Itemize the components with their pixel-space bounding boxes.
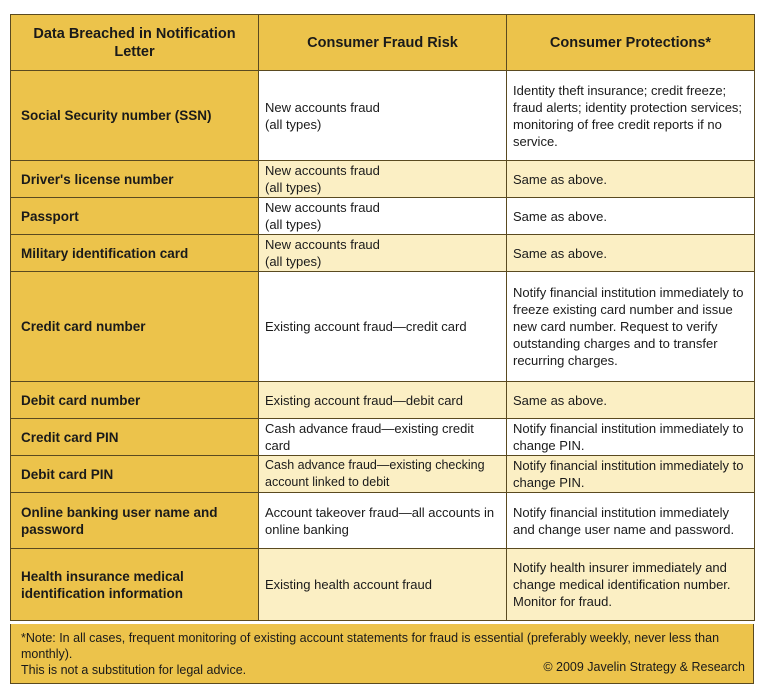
- footnote: [10, 624, 754, 684]
- header-data-breached: Data Breached in Notification Letter: [11, 15, 259, 71]
- fraud-risk-cell: New accounts fraud (all types): [259, 198, 507, 235]
- table-row: [11, 198, 755, 235]
- protection-cell: Notify health insurer immediately and change medical identification number. Monitor for fraud.: [507, 549, 755, 621]
- protection-cell: Notify financial institution immediately to freeze existing card number and issue new card number. Request to verify outstanding charges and to transfer recurring charges.: [507, 272, 755, 382]
- table-row: [11, 549, 755, 621]
- fraud-risk-cell: New accounts fraud (all types): [259, 71, 507, 161]
- fraud-risk-cell: Existing health account fraud: [259, 549, 507, 621]
- table-row: [11, 456, 755, 493]
- legal-disclaimer: This is not a substitution for legal advice.: [21, 663, 247, 677]
- data-breached-cell: Health insurance medical identification information: [11, 549, 259, 621]
- fraud-risk-cell: Account takeover fraud—all accounts in online banking: [259, 493, 507, 549]
- protection-cell: Same as above.: [507, 198, 755, 235]
- data-breached-cell: Social Security number (SSN): [11, 71, 259, 161]
- table-row: [11, 493, 755, 549]
- table-row: [11, 382, 755, 419]
- header-consumer-protections: Consumer Protections*: [507, 15, 755, 71]
- protection-cell: Notify financial institution immediately to change PIN.: [507, 419, 755, 456]
- protection-cell: Identity theft insurance; credit freeze; fraud alerts; identity protection services; monitoring of free credit reports if no service.: [507, 71, 755, 161]
- data-breached-cell: Debit card number: [11, 382, 259, 419]
- protection-cell: Same as above.: [507, 161, 755, 198]
- fraud-risk-cell: Cash advance fraud—existing checking account linked to debit: [259, 456, 507, 493]
- footnote-text: *Note: In all cases, frequent monitoring of existing account statements for fraud is essential (preferably weekly, never less than monthly).: [21, 631, 720, 661]
- table-row: [11, 235, 755, 272]
- protection-cell: Same as above.: [507, 235, 755, 272]
- fraud-risk-cell: Existing account fraud—debit card: [259, 382, 507, 419]
- table-row: [11, 272, 755, 382]
- data-breached-cell: Military identification card: [11, 235, 259, 272]
- protection-cell: Same as above.: [507, 382, 755, 419]
- table-row: [11, 419, 755, 456]
- fraud-risk-cell: New accounts fraud (all types): [259, 235, 507, 272]
- data-breached-cell: Driver's license number: [11, 161, 259, 198]
- data-breached-cell: Credit card PIN: [11, 419, 259, 456]
- protection-cell: Notify financial institution immediately and change user name and password.: [507, 493, 755, 549]
- data-breached-cell: Online banking user name and password: [11, 493, 259, 549]
- data-breached-cell: Credit card number: [11, 272, 259, 382]
- table-row: [11, 161, 755, 198]
- header-consumer-fraud-risk: Consumer Fraud Risk: [259, 15, 507, 71]
- fraud-risk-table: [10, 14, 755, 621]
- fraud-risk-cell: New accounts fraud (all types): [259, 161, 507, 198]
- table-row: [11, 71, 755, 161]
- header-row: [11, 15, 755, 71]
- data-breached-cell: Passport: [11, 198, 259, 235]
- data-breached-cell: Debit card PIN: [11, 456, 259, 493]
- fraud-risk-cell: Existing account fraud—credit card: [259, 272, 507, 382]
- fraud-risk-cell: Cash advance fraud—existing credit card: [259, 419, 507, 456]
- protection-cell: Notify financial institution immediately to change PIN.: [507, 456, 755, 493]
- copyright-notice: © 2009 Javelin Strategy & Research: [543, 660, 745, 674]
